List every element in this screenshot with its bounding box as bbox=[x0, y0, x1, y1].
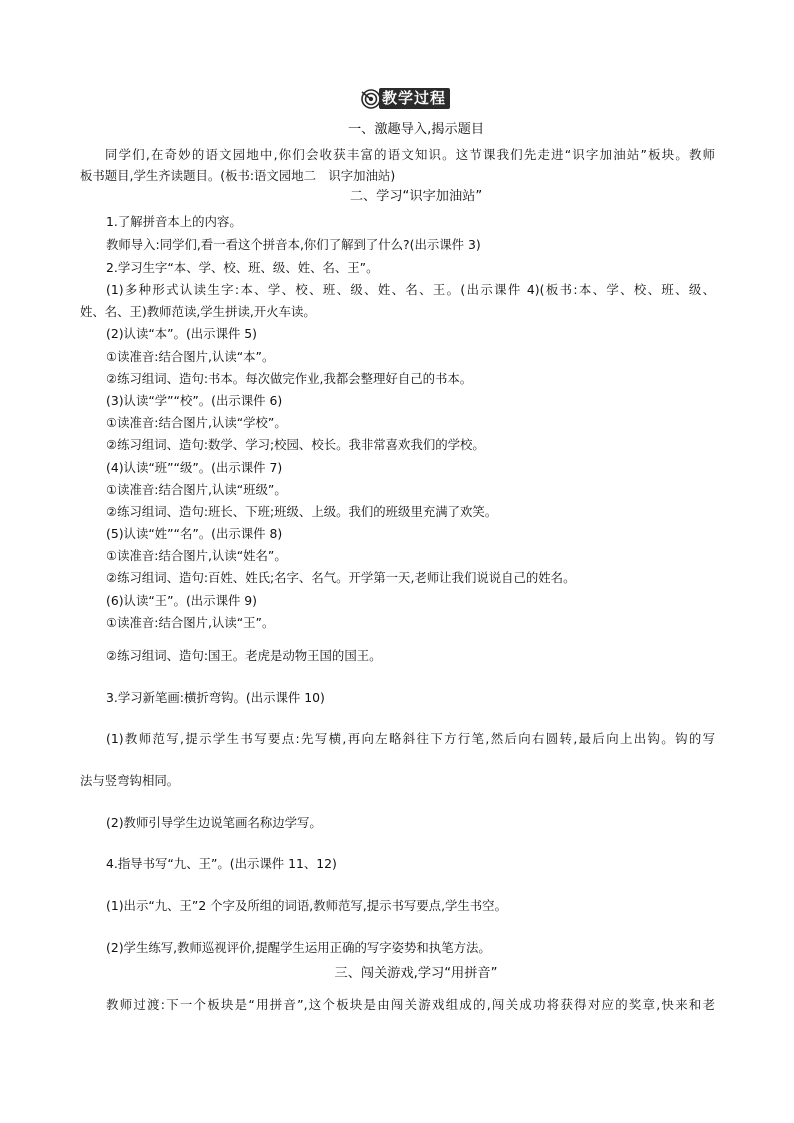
paragraph-line: (2)学生练写,教师巡视评价,提醒学生运用正确的写字姿势和执笔方法。 bbox=[106, 940, 491, 955]
section-3-heading: 三、闯关游戏,学习“用拼音” bbox=[334, 966, 498, 981]
paragraph-line: 板书题目,学生齐读题目。(板书:语文园地二 识字加油站) bbox=[80, 168, 396, 183]
paragraph-line: (3)认读“学”“校”。(出示课件 6) bbox=[106, 393, 283, 408]
paragraph-line: ①读准音:结合图片,认读“学校”。 bbox=[106, 415, 287, 430]
paragraph-line: ①读准音:结合图片,认读“姓名”。 bbox=[106, 548, 287, 563]
section-1-heading: 一、激趣导入,揭示题目 bbox=[347, 122, 485, 137]
paragraph-line: 2.学习生字“本、学、校、班、级、姓、名、王”。 bbox=[106, 260, 379, 275]
paragraph-line: ①读准音:结合图片,认读“王”。 bbox=[106, 615, 275, 630]
paragraph-line: ①读准音:结合图片,认读“班级”。 bbox=[106, 482, 287, 497]
paragraph-line: 同学们,在奇妙的语文园地中,你们会收获丰富的语文知识。这节课我们先走进“识字加油站”板块。教师 bbox=[105, 147, 715, 162]
paragraph-line: 3.学习新笔画:横折弯钩。(出示课件 10) bbox=[106, 690, 325, 705]
paragraph-line: 教师导入:同学们,看一看这个拼音本,你们了解到了什么?(出示课件 3) bbox=[106, 237, 481, 252]
paragraph-line: (6)认读“王”。(出示课件 9) bbox=[106, 593, 258, 608]
paragraph-line: (2)认读“本”。(出示课件 5) bbox=[106, 326, 258, 341]
paragraph-line: ②练习组词、造句:班长、下班;班级、上级。我们的班级里充满了欢笑。 bbox=[106, 504, 498, 519]
paragraph-line: ②练习组词、造句:数学、学习;校园、校长。我非常喜欢我们的学校。 bbox=[106, 437, 485, 452]
paragraph-line: ②练习组词、造句:书本。每次做完作业,我都会整理好自己的书本。 bbox=[106, 371, 473, 386]
paragraph-line: ②练习组词、造句:百姓、姓氏;名字、名气。开学第一天,老师让我们说说自己的姓名。 bbox=[106, 570, 576, 585]
paragraph-line: (5)认读“姓”“名”。(出示课件 8) bbox=[106, 526, 283, 541]
paragraph-line: 4.指导书写“九、王”。(出示课件 11、12) bbox=[106, 856, 337, 871]
paragraph-line: (4)认读“班”“级”。(出示课件 7) bbox=[106, 460, 283, 475]
section-2-heading: 二、学习“识字加油站” bbox=[349, 189, 483, 204]
badge-label: 教学过程 bbox=[379, 88, 450, 109]
paragraph-line: 1.了解拼音本上的内容。 bbox=[106, 214, 242, 229]
paragraph-line: (1)出示“九、王”2 个字及所组的词语,教师范写,提示书写要点,学生书空。 bbox=[106, 898, 507, 913]
paragraph-line: (2)教师引导学生边说笔画名称边学写。 bbox=[106, 815, 322, 830]
paragraph-line: ①读准音:结合图片,认读“本”。 bbox=[106, 349, 275, 364]
section-badge bbox=[361, 88, 461, 109]
paragraph-line: (1)教师范写,提示学生书写要点:先写横,再向左略斜往下方行笔,然后向右圆转,最后向上出钩。钩的写 bbox=[106, 731, 715, 746]
paragraph-line: 教师过渡:下一个板块是“用拼音”,这个板块是由闯关游戏组成的,闯关成功将获得对应的奖章,快来和老 bbox=[106, 997, 715, 1012]
paragraph-line: ②练习组词、造句:国王。老虎是动物王国的国王。 bbox=[106, 648, 382, 663]
paragraph-line: (1)多种形式认读生字:本、学、校、班、级、姓、名、王。(出示课件 4)(板书:本、学、校、班、级、 bbox=[106, 282, 715, 297]
paragraph-line: 姓、名、王)教师范读,学生拼读,开火车读。 bbox=[80, 304, 316, 319]
target-icon bbox=[361, 89, 381, 109]
paragraph-line: 法与竖弯钩相同。 bbox=[80, 773, 180, 788]
